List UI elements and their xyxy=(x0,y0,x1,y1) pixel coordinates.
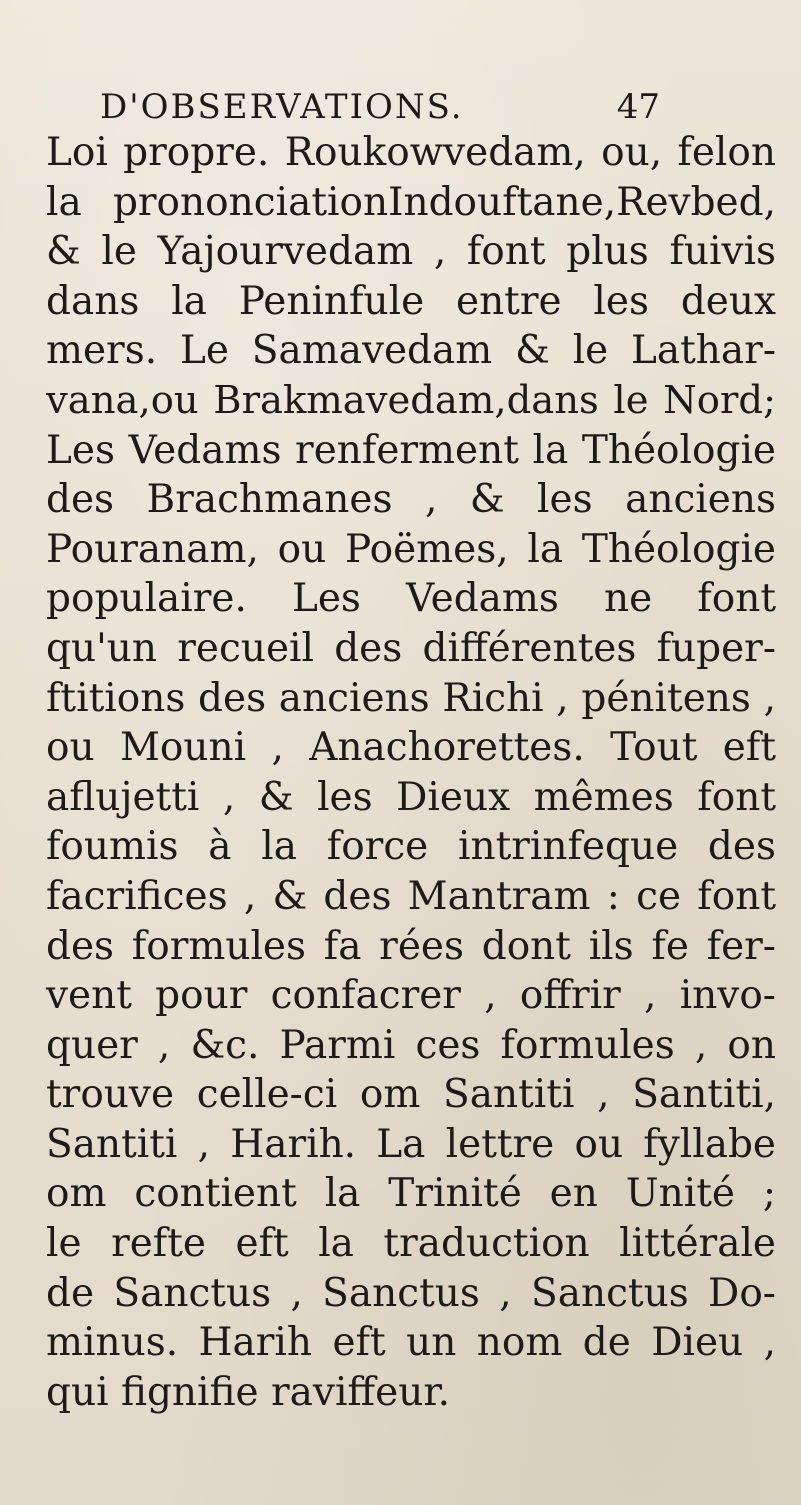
text-line: vana,ou Brakmavedam,dans le Nord; xyxy=(46,377,776,423)
text-line: aflujetti , & les Dieux mêmes font xyxy=(46,774,776,820)
text-line: vent pour confacrer , offrir , invo- xyxy=(46,973,776,1019)
text-line: ftitions des anciens Richi , pénitens , xyxy=(46,675,776,721)
header-title: D'OBSERVATIONS. xyxy=(100,87,464,127)
text-line: om contient la Trinité en Unité ; xyxy=(46,1171,776,1217)
text-line: de Sanctus , Sanctus , Sanctus Do- xyxy=(46,1270,776,1316)
text-line: trouve celle-ci om Santiti , Santiti, xyxy=(46,1072,776,1118)
body-text xyxy=(46,128,776,1417)
text-line: Loi propre. Roukowvedam, ou, felon xyxy=(46,130,776,175)
text-line: dans la Peninfule entre les deux xyxy=(46,278,776,324)
text-line: le refte eft la traduction littérale xyxy=(46,1221,776,1267)
text-line: mers. Le Samavedam & le Lathar- xyxy=(46,328,776,374)
text-line: facrifices , & des Mantram : ce font xyxy=(46,873,776,919)
text-line: ou Mouni , Anachorettes. Tout eft xyxy=(46,725,776,771)
text-line: qui fignifie raviffeur. xyxy=(46,1369,451,1415)
text-line: quer , &c. Parmi ces formules , on xyxy=(46,1022,776,1068)
page-number: 47 xyxy=(616,87,660,127)
text-line: la prononciationIndouftane,Revbed, xyxy=(46,179,776,225)
text-line: Les Vedams renferment la Théologie xyxy=(46,427,776,473)
text-line: des Brachmanes , & les anciens xyxy=(46,477,776,523)
running-header xyxy=(100,84,660,130)
text-line: populaire. Les Vedams ne font xyxy=(46,576,776,622)
text-line: foumis à la force intrinfeque des xyxy=(46,824,776,870)
text-line: Santiti , Harih. La lettre ou fyllabe xyxy=(46,1121,776,1167)
text-line: des formules fa rées dont ils fe fer- xyxy=(46,923,776,969)
text-line: Pouranam, ou Poëmes, la Théologie xyxy=(46,526,776,572)
text-line: & le Yajourvedam , font plus fuivis xyxy=(46,229,776,275)
text-line: minus. Harih eft un nom de Dieu , xyxy=(46,1320,776,1366)
text-line: qu'un recueil des différentes fuper- xyxy=(46,625,776,671)
